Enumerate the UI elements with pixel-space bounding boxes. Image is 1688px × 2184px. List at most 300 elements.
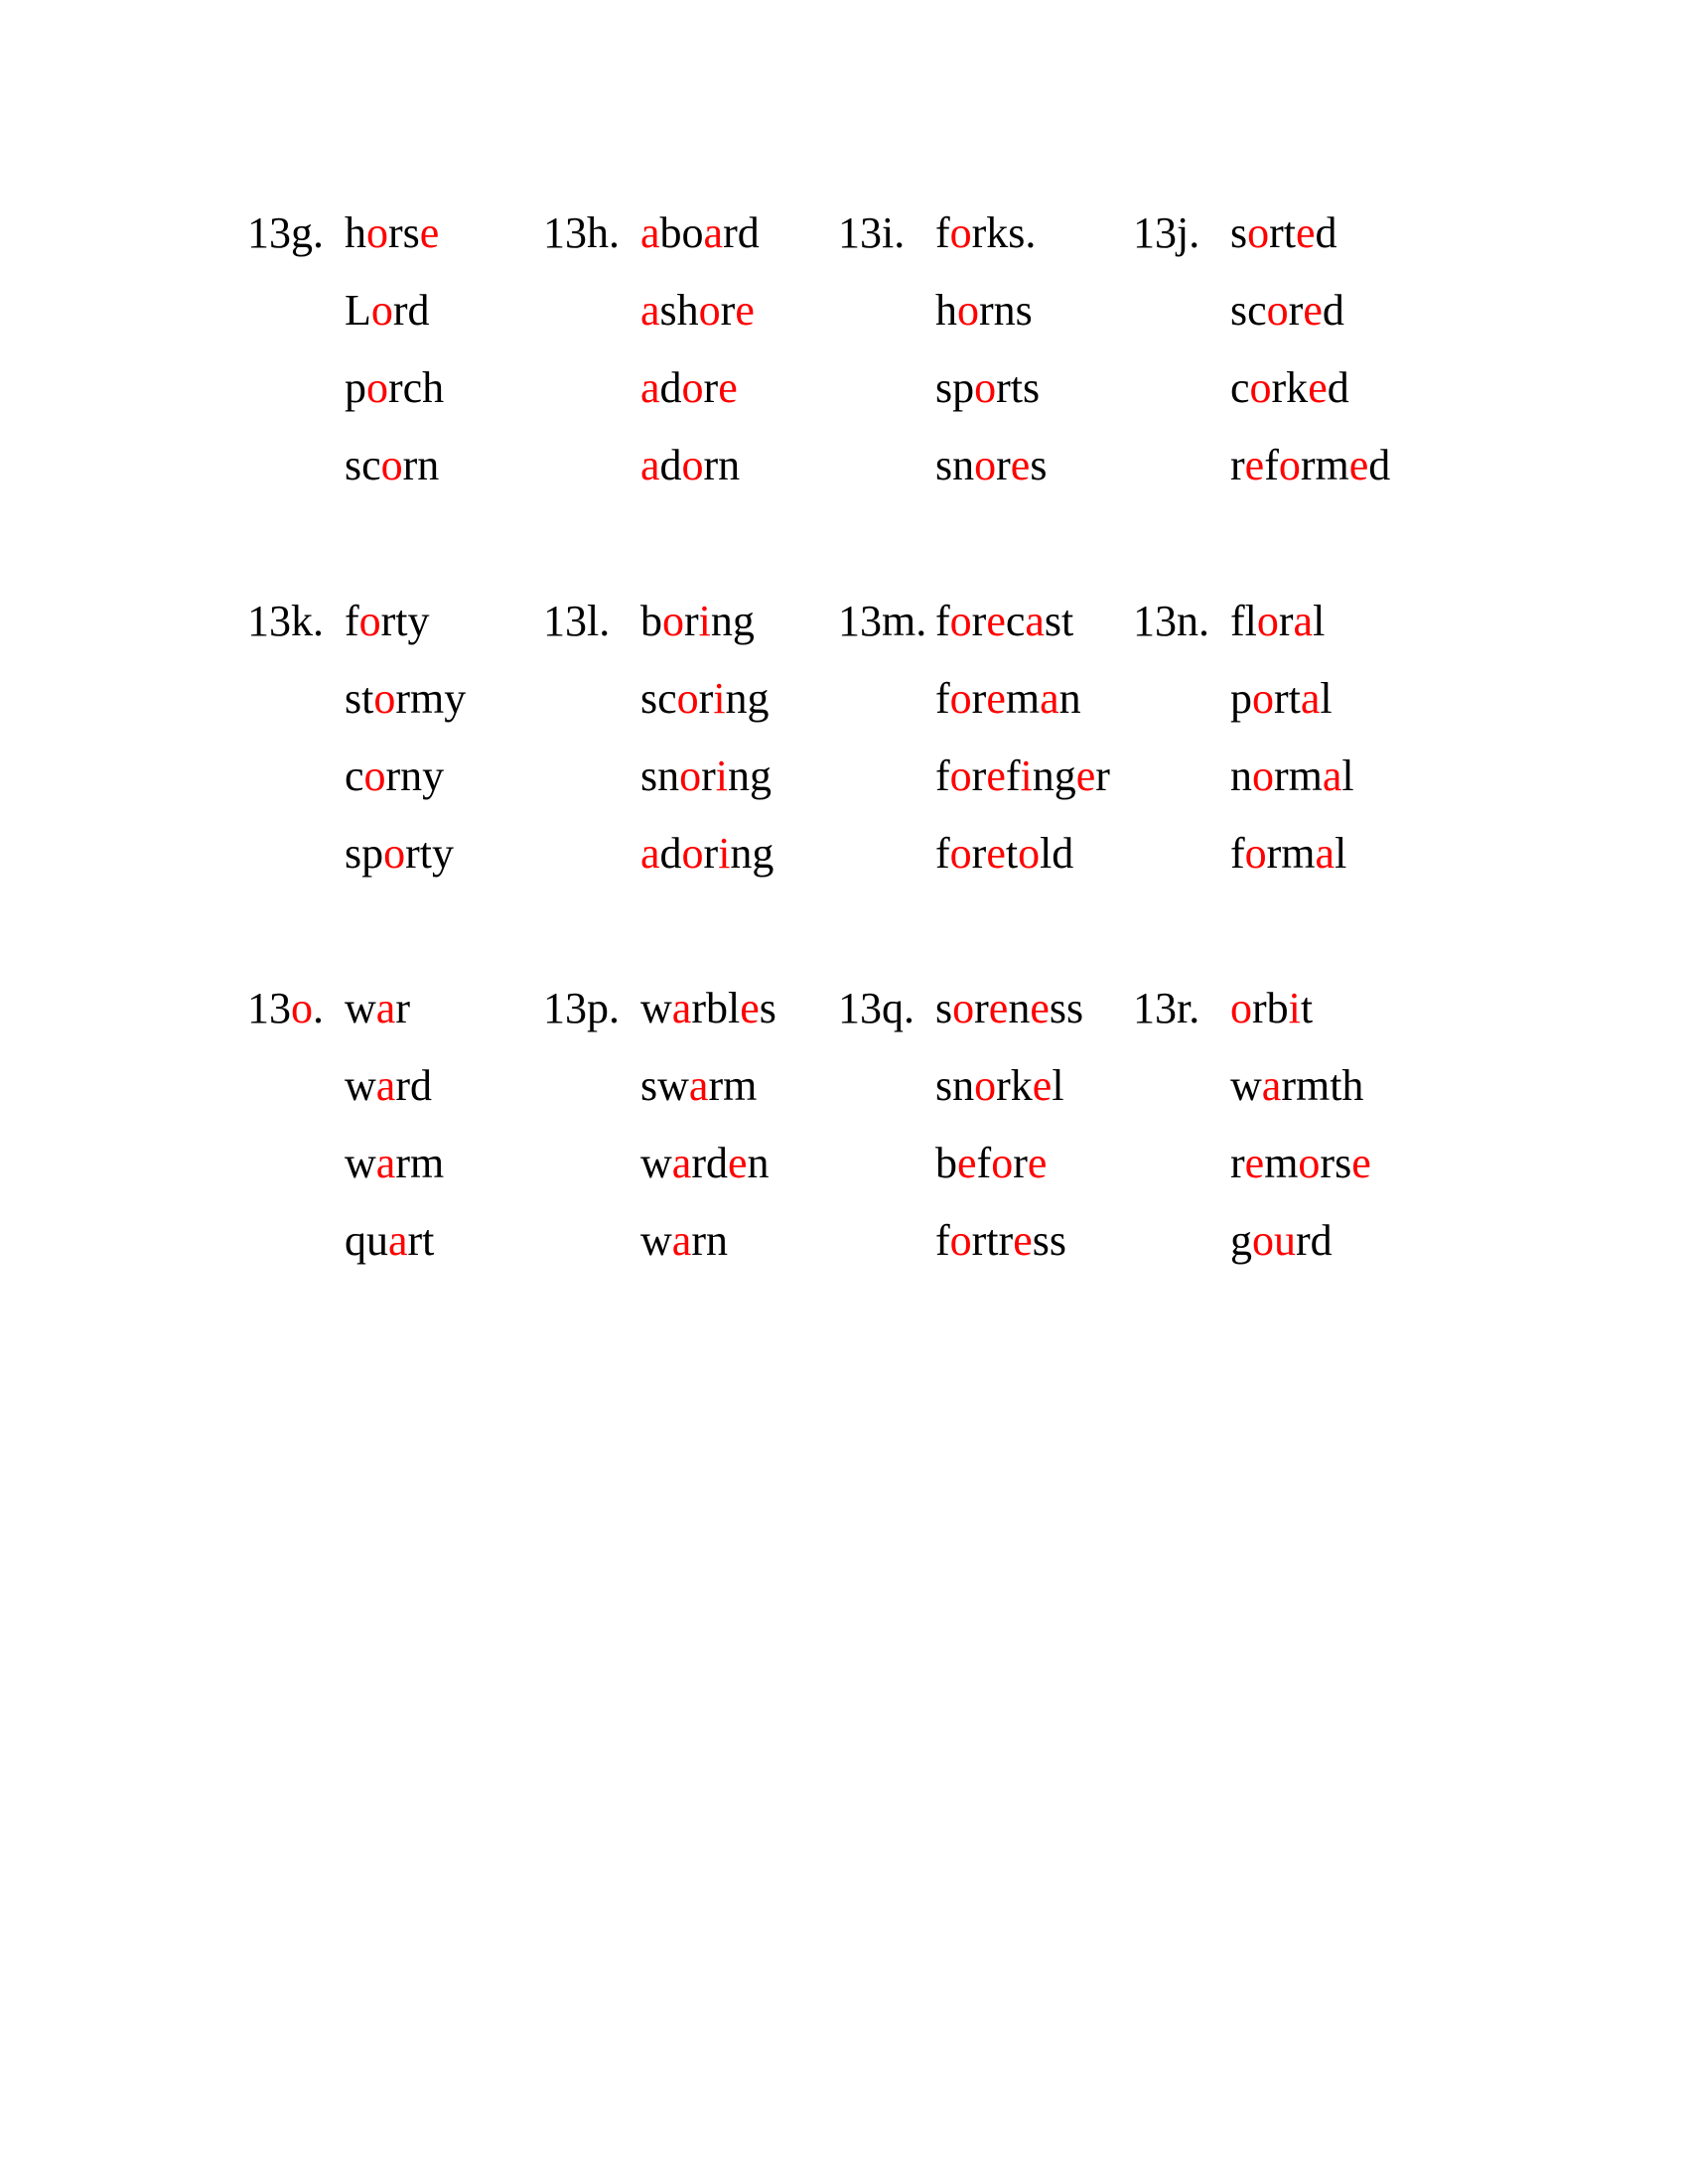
highlighted-letters: i — [718, 829, 731, 878]
word — [345, 427, 444, 504]
word-letters: ss — [1032, 1216, 1066, 1265]
word-letters: r — [684, 597, 699, 645]
word — [345, 1047, 444, 1125]
word-list — [345, 583, 466, 892]
word-letters: r — [996, 441, 1011, 489]
word-letters: f — [935, 597, 950, 645]
word-letters: rch — [388, 363, 445, 412]
word-letters: . — [313, 984, 324, 1032]
word-letters: rn — [691, 1216, 728, 1265]
word-letters: s — [935, 984, 953, 1032]
highlighted-letters: o — [370, 286, 393, 335]
word — [640, 738, 774, 815]
word-letters: n — [747, 1139, 770, 1187]
word-letters: fl — [1230, 597, 1257, 645]
highlighted-letters: o — [373, 674, 396, 723]
highlighted-letters: o — [1249, 363, 1272, 412]
word-list — [935, 195, 1047, 504]
word-letters: d — [659, 363, 682, 412]
highlighted-letters: o — [949, 751, 972, 800]
word-letters: r — [701, 751, 716, 800]
word — [1230, 349, 1390, 427]
highlighted-letters: a — [671, 1139, 692, 1187]
word — [345, 970, 444, 1047]
group-number-label — [543, 970, 620, 1047]
word-letters: rn — [402, 441, 440, 489]
word — [345, 272, 444, 349]
highlighted-letters: o — [949, 1216, 972, 1265]
word-letters: rm — [395, 1139, 445, 1187]
word — [935, 427, 1047, 504]
word-letters: r — [974, 984, 989, 1032]
word-letters: s — [1230, 208, 1248, 257]
word — [1230, 272, 1390, 349]
word-letters: n — [1008, 984, 1031, 1032]
word-letters: ng — [728, 751, 773, 800]
word-letters: sp — [935, 363, 975, 412]
word-letters: b — [640, 597, 662, 645]
highlighted-letters: e — [1013, 1216, 1033, 1265]
highlighted-letters: o — [1247, 208, 1270, 257]
word-letters: L — [345, 286, 371, 335]
word-letters: d — [1315, 208, 1337, 257]
word-letters: rd — [392, 286, 430, 335]
word-letters: 13i. — [838, 208, 906, 257]
word-letters: rny — [385, 751, 445, 800]
word-letters: f — [1264, 441, 1279, 489]
highlighted-letters: a — [640, 208, 660, 257]
highlighted-letters: i — [715, 751, 729, 800]
word-list — [345, 195, 444, 504]
word — [345, 583, 466, 660]
word-letters: s — [759, 984, 776, 1032]
word-letters: st — [1044, 597, 1074, 645]
highlighted-letters: a — [671, 984, 692, 1032]
highlighted-letters: o — [991, 1139, 1014, 1187]
highlighted-letters: e — [986, 751, 1006, 800]
word-letters: l — [1052, 1061, 1064, 1110]
word — [640, 427, 760, 504]
word-letters: rm — [1266, 829, 1316, 878]
highlighted-letters: ou — [1252, 1216, 1296, 1265]
highlighted-letters: e — [1351, 1139, 1371, 1187]
word-letters: f — [345, 597, 359, 645]
word-letters: 13h. — [543, 208, 620, 257]
highlighted-letters: a — [640, 363, 660, 412]
word-letters: sc — [640, 674, 677, 723]
word-letters: 13n. — [1133, 597, 1209, 645]
group-number-label — [247, 583, 324, 660]
word — [935, 349, 1047, 427]
word-letters: w — [640, 1139, 672, 1187]
word-letters: sn — [935, 441, 975, 489]
group-number-label — [247, 970, 324, 1047]
highlighted-letters: o — [1244, 829, 1267, 878]
group-number-label — [543, 195, 620, 272]
word-letters: f — [935, 208, 950, 257]
highlighted-letters: a — [640, 829, 660, 878]
word — [935, 1125, 1083, 1202]
highlighted-letters: e — [1030, 984, 1050, 1032]
highlighted-letters: o — [363, 751, 386, 800]
word-letters: rd — [691, 1139, 728, 1187]
word — [640, 195, 760, 272]
highlighted-letters: o — [974, 441, 997, 489]
word-letters: rmy — [395, 674, 467, 723]
highlighted-letters: o — [366, 208, 388, 257]
word-letters: d — [1368, 441, 1391, 489]
word-letters: ng — [710, 597, 755, 645]
highlighted-letters: o — [1278, 441, 1301, 489]
word-letters: rt — [407, 1216, 435, 1265]
word-letters: 13 — [247, 984, 291, 1032]
word-letters: 13m. — [838, 597, 927, 645]
highlighted-letters: e — [1296, 208, 1316, 257]
group-number-label — [1133, 583, 1209, 660]
word-letters: rty — [380, 597, 430, 645]
word — [935, 1202, 1083, 1280]
word — [345, 349, 444, 427]
word — [935, 1047, 1083, 1125]
word — [1230, 815, 1354, 892]
word — [1230, 660, 1354, 738]
word-letters: r — [1230, 441, 1245, 489]
highlighted-letters: e — [735, 286, 755, 335]
word-letters: n — [1058, 674, 1081, 723]
word-letters: r — [395, 984, 410, 1032]
highlighted-letters: a — [1322, 751, 1342, 800]
word — [1230, 970, 1371, 1047]
word-letters: d — [1322, 286, 1344, 335]
highlighted-letters: o — [383, 829, 406, 878]
highlighted-letters: e — [986, 829, 1006, 878]
highlighted-letters: a — [640, 441, 660, 489]
word-letters: st — [345, 674, 374, 723]
highlighted-letters: e — [986, 597, 1006, 645]
highlighted-letters: o — [698, 286, 721, 335]
highlighted-letters: a — [640, 286, 660, 335]
word — [1230, 195, 1390, 272]
word-letters: l — [1320, 674, 1333, 723]
word-letters: d — [659, 441, 682, 489]
word-letters: f — [1005, 751, 1021, 800]
highlighted-letters: o — [676, 674, 699, 723]
highlighted-letters: e — [718, 363, 738, 412]
word-letters: f — [935, 674, 950, 723]
highlighted-letters: o — [380, 441, 403, 489]
word-letters: w — [345, 984, 376, 1032]
word-list — [640, 583, 774, 892]
word — [935, 738, 1110, 815]
highlighted-letters: a — [375, 1061, 396, 1110]
word-letters: rd — [1296, 1216, 1333, 1265]
word-letters: r — [971, 674, 987, 723]
word-letters: rk — [1271, 363, 1309, 412]
highlighted-letters: e — [1303, 286, 1323, 335]
word-letters: f — [935, 751, 950, 800]
word-list — [345, 970, 444, 1280]
word-letters: rts — [996, 363, 1041, 412]
word — [640, 1047, 776, 1125]
highlighted-letters: a — [671, 1216, 692, 1265]
word-letters: c — [1005, 597, 1026, 645]
word-letters: l — [1313, 597, 1326, 645]
highlighted-letters: o — [1298, 1139, 1321, 1187]
word-letters: rn — [703, 441, 741, 489]
highlighted-letters: o — [1256, 597, 1279, 645]
word-letters: rd — [723, 208, 760, 257]
highlighted-letters: e — [988, 984, 1009, 1032]
word-letters: 13k. — [247, 597, 324, 645]
highlighted-letters: o — [681, 441, 704, 489]
highlighted-letters: e — [1075, 751, 1096, 800]
word-letters: 13l. — [543, 597, 611, 645]
word — [345, 660, 466, 738]
word — [1230, 583, 1354, 660]
group-number-label — [838, 195, 905, 272]
highlighted-letters: a — [375, 984, 396, 1032]
word-letters: sn — [640, 751, 680, 800]
word — [935, 195, 1047, 272]
word-letters: rm — [1274, 751, 1323, 800]
word-letters: ng — [725, 674, 770, 723]
highlighted-letters: a — [1040, 674, 1059, 723]
word — [345, 815, 466, 892]
word-letters: f — [935, 829, 950, 878]
word-letters: rmth — [1281, 1061, 1364, 1110]
group-number-label — [543, 583, 610, 660]
word-list — [935, 583, 1110, 892]
word-letters: r — [1013, 1139, 1028, 1187]
word-letters: w — [1230, 1061, 1262, 1110]
highlighted-letters: e — [1244, 441, 1265, 489]
highlighted-letters: o — [974, 363, 997, 412]
highlighted-letters: a — [388, 1216, 408, 1265]
highlighted-letters: o — [957, 286, 979, 335]
word-letters: m — [1005, 674, 1041, 723]
group-number-label — [838, 583, 926, 660]
highlighted-letters: a — [703, 208, 724, 257]
word-letters: 13p. — [543, 984, 620, 1032]
word-letters: rtr — [971, 1216, 1014, 1265]
highlighted-letters: o — [366, 363, 388, 412]
highlighted-letters: e — [419, 208, 440, 257]
word — [345, 1125, 444, 1202]
word-letters: t — [1300, 984, 1314, 1032]
group-number-label — [1133, 970, 1199, 1047]
word — [345, 195, 444, 272]
highlighted-letters: o — [949, 208, 972, 257]
highlighted-letters: a — [1025, 597, 1045, 645]
word-letters: rm — [1300, 441, 1349, 489]
word — [1230, 427, 1390, 504]
word — [345, 738, 466, 815]
word-letters: r — [1278, 597, 1294, 645]
word-letters: rk — [996, 1061, 1033, 1110]
group-number-label — [838, 970, 914, 1047]
word-letters: ld — [1040, 829, 1074, 878]
word-letters: r — [698, 674, 714, 723]
highlighted-letters: a — [1293, 597, 1314, 645]
word-letters: c — [1230, 363, 1250, 412]
highlighted-letters: o — [681, 363, 704, 412]
highlighted-letters: o — [681, 829, 704, 878]
word-letters: bo — [659, 208, 704, 257]
highlighted-letters: o — [291, 984, 313, 1032]
word-letters: r — [703, 829, 719, 878]
highlighted-letters: o — [662, 597, 684, 645]
word-letters: f — [976, 1139, 992, 1187]
word-letters: rt — [1274, 674, 1301, 723]
word-letters: rns — [979, 286, 1033, 335]
word — [935, 970, 1083, 1047]
word — [1230, 738, 1354, 815]
word — [935, 583, 1110, 660]
word-letters: sn — [935, 1061, 975, 1110]
word-list — [640, 195, 760, 504]
highlighted-letters: a — [1300, 674, 1321, 723]
word-letters: r — [703, 363, 719, 412]
word-letters: rt — [1269, 208, 1297, 257]
highlighted-letters: o — [358, 597, 381, 645]
word-letters: p — [345, 363, 366, 412]
highlighted-letters: e — [1027, 1139, 1048, 1187]
word-letters: rd — [395, 1061, 432, 1110]
word-letters: sh — [659, 286, 699, 335]
word — [935, 815, 1110, 892]
word-letters: w — [345, 1139, 376, 1187]
highlighted-letters: o — [1018, 829, 1041, 878]
highlighted-letters: o — [1266, 286, 1289, 335]
word — [1230, 1047, 1371, 1125]
word-letters: r — [1230, 1139, 1245, 1187]
highlighted-letters: o — [1252, 751, 1274, 800]
highlighted-letters: i — [1020, 751, 1033, 800]
word-list — [1230, 970, 1371, 1280]
word-letters: 13g. — [247, 208, 324, 257]
highlighted-letters: o — [952, 984, 975, 1032]
highlighted-letters: i — [713, 674, 726, 723]
highlighted-letters: e — [1032, 1061, 1053, 1110]
highlighted-letters: o — [679, 751, 702, 800]
word-letters: r — [971, 597, 987, 645]
word-letters: rs — [388, 208, 420, 257]
highlighted-letters: i — [698, 597, 711, 645]
word-letters: sp — [345, 829, 384, 878]
word-letters: d — [659, 829, 682, 878]
word-letters: h — [345, 208, 366, 257]
group-number-label — [1133, 195, 1199, 272]
word-letters: t — [1005, 829, 1019, 878]
word-letters: w — [345, 1061, 376, 1110]
highlighted-letters: e — [727, 1139, 748, 1187]
word-letters: h — [935, 286, 957, 335]
highlighted-letters: o — [949, 829, 972, 878]
word-list — [935, 970, 1083, 1280]
word-letters: f — [935, 1216, 950, 1265]
highlighted-letters: o — [1230, 984, 1252, 1032]
highlighted-letters: i — [1288, 984, 1301, 1032]
word-letters: w — [640, 984, 672, 1032]
word-letters: l — [1341, 751, 1354, 800]
word-list — [640, 970, 776, 1280]
highlighted-letters: o — [974, 1061, 997, 1110]
highlighted-letters: a — [1261, 1061, 1282, 1110]
word-letters: sw — [640, 1061, 689, 1110]
word-letters: ss — [1049, 984, 1084, 1032]
word-letters: rbl — [691, 984, 741, 1032]
word — [345, 1202, 444, 1280]
word-letters: d — [1327, 363, 1349, 412]
word-letters: p — [1230, 674, 1252, 723]
word-letters: w — [640, 1216, 672, 1265]
word — [935, 660, 1110, 738]
highlighted-letters: a — [1315, 829, 1336, 878]
word-letters: r — [1095, 751, 1110, 800]
highlighted-letters: a — [375, 1139, 396, 1187]
word-letters: 13q. — [838, 984, 914, 1032]
highlighted-letters: e — [1308, 363, 1328, 412]
word-letters: rty — [405, 829, 455, 878]
word — [1230, 1125, 1371, 1202]
word-letters: r — [971, 751, 987, 800]
word-letters: r — [1288, 286, 1304, 335]
highlighted-letters: e — [957, 1139, 977, 1187]
word — [1230, 1202, 1371, 1280]
word-letters: r — [720, 286, 736, 335]
word — [640, 660, 774, 738]
highlighted-letters: e — [740, 984, 760, 1032]
word-letters: sc — [345, 441, 381, 489]
word-letters: 13j. — [1133, 208, 1200, 257]
word-letters: l — [1335, 829, 1347, 878]
highlighted-letters: e — [986, 674, 1006, 723]
word-letters: ng — [1032, 751, 1076, 800]
word-letters: c — [345, 751, 364, 800]
word-list — [1230, 195, 1390, 504]
word-letters: g — [1230, 1216, 1252, 1265]
highlighted-letters: e — [1010, 441, 1031, 489]
word-letters: b — [935, 1139, 957, 1187]
word — [640, 272, 760, 349]
group-number-label — [247, 195, 324, 272]
highlighted-letters: a — [688, 1061, 709, 1110]
word — [640, 349, 760, 427]
word-letters: sc — [1230, 286, 1267, 335]
word-list — [1230, 583, 1354, 892]
word — [640, 583, 774, 660]
word-letters: rs — [1320, 1139, 1352, 1187]
word-letters: qu — [345, 1216, 388, 1265]
word-letters: ng — [730, 829, 774, 878]
word-letters: r — [971, 829, 987, 878]
word — [640, 1125, 776, 1202]
highlighted-letters: o — [1252, 674, 1274, 723]
word — [640, 815, 774, 892]
word-letters: rks. — [971, 208, 1037, 257]
word — [935, 272, 1047, 349]
highlighted-letters: o — [949, 597, 972, 645]
highlighted-letters: e — [1348, 441, 1369, 489]
word-letters: f — [1230, 829, 1245, 878]
word-letters: 13r. — [1133, 984, 1200, 1032]
word-letters: n — [1230, 751, 1252, 800]
highlighted-letters: o — [949, 674, 972, 723]
word — [640, 970, 776, 1047]
word-letters: rb — [1252, 984, 1289, 1032]
highlighted-letters: e — [1244, 1139, 1265, 1187]
word — [640, 1202, 776, 1280]
